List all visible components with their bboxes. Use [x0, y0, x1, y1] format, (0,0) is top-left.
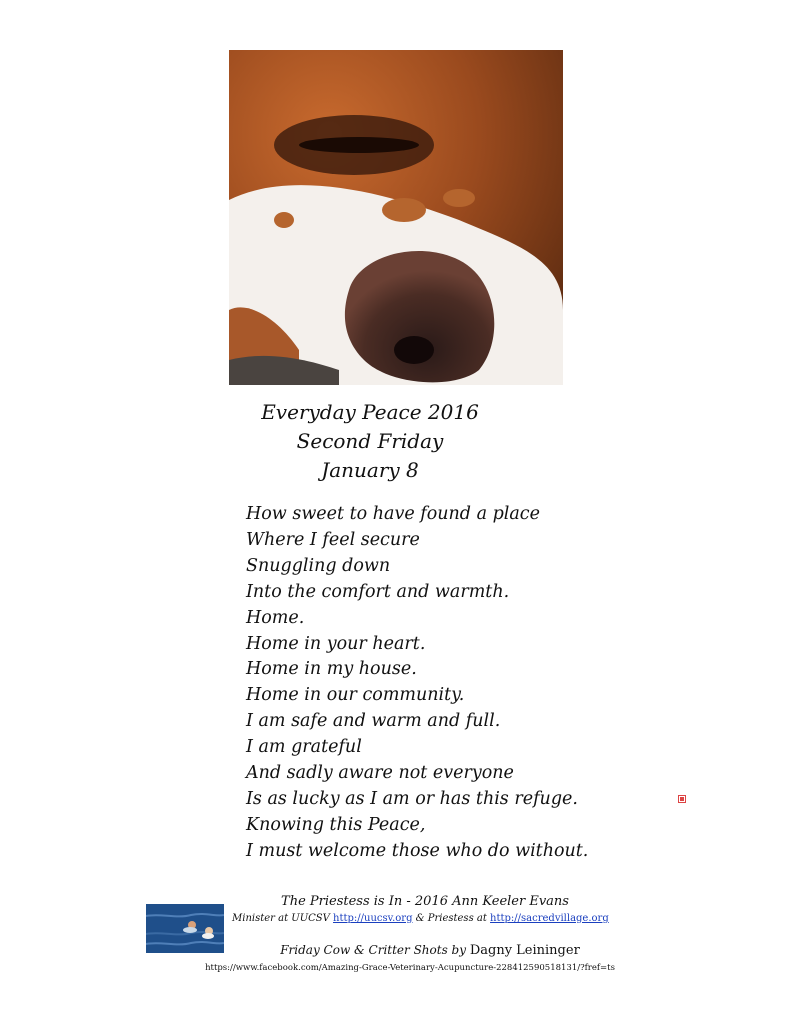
poem-line: Home in my house. [246, 659, 417, 680]
affiliations [232, 913, 632, 924]
poem-line: Where I feel secure [246, 529, 420, 550]
uucsv-link[interactable]: http://uucsv.org [333, 913, 413, 924]
sacredvillage-link[interactable]: http://sacredvillage.org [490, 913, 609, 924]
broken-image-icon [678, 795, 686, 803]
photo-credit [280, 943, 580, 958]
dog-photo [229, 50, 563, 385]
photographer-name: Dagny Leininger [469, 943, 580, 958]
poem-line: Home in your heart. [246, 633, 426, 654]
poem-line: And sadly aware not everyone [246, 763, 514, 784]
poem-line: I am grateful [246, 737, 362, 758]
author-credit: The Priestess is In - 2016 Ann Keeler Evans [281, 894, 569, 909]
dog-photo-graphic [229, 50, 563, 385]
date-line: January 8 [321, 458, 419, 482]
poem-line: Knowing this Peace, [246, 814, 426, 835]
poem-line: Is as lucky as I am or has this refuge. [246, 788, 578, 809]
facebook-url: https://www.facebook.com/Amazing-Grace-Veterinary-Acupuncture-228412590518131/?fref=ts [205, 963, 615, 973]
title-line: Everyday Peace 2016 [261, 400, 479, 424]
poem-line: I must welcome those who do without. [246, 840, 589, 861]
priestess-label: & Priestess at [412, 913, 491, 924]
poem-line: Home. [246, 607, 305, 628]
poem-line: Home in our community. [246, 685, 465, 706]
poem [246, 502, 676, 865]
poem-line: How sweet to have found a place [246, 504, 540, 524]
swimmers-photo [146, 904, 224, 953]
photo-credit-label: Friday Cow & Critter Shots by [280, 943, 470, 957]
minister-label: Minister at UUCSV [232, 913, 334, 924]
swimmers-photo-graphic [146, 904, 224, 953]
subtitle-line: Second Friday [296, 429, 444, 453]
title-block [200, 398, 540, 485]
poem-line: I am safe and warm and full. [246, 711, 501, 732]
poem-line: Into the comfort and warmth. [246, 581, 510, 602]
poem-line: Snuggling down [246, 555, 391, 576]
